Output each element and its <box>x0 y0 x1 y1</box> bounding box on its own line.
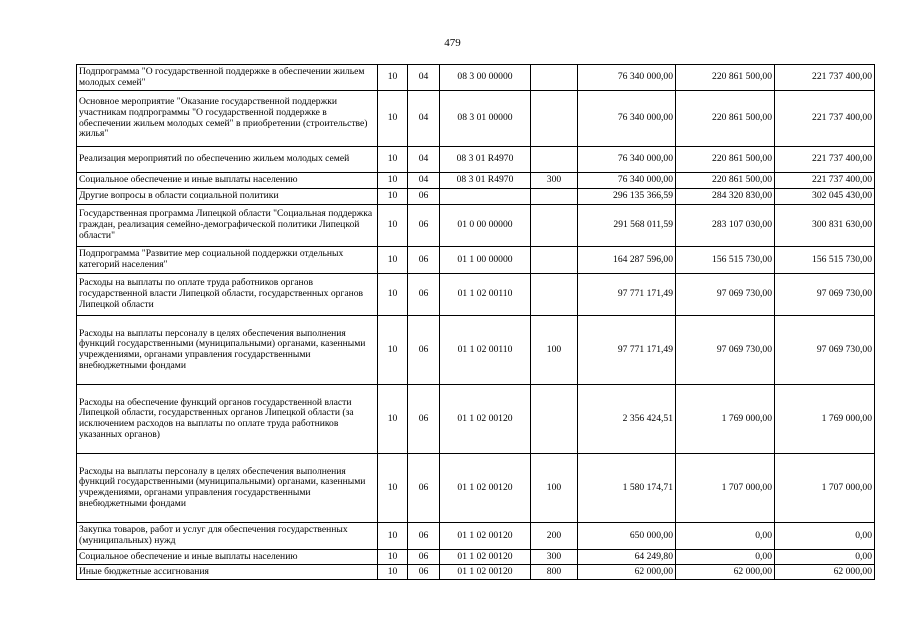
amount-year-1: 62 000,00 <box>578 565 676 580</box>
row-name: Реализация мероприятий по обеспечению жильем молодых семей <box>77 147 378 173</box>
target-article-code: 01 1 00 00000 <box>440 247 531 274</box>
expense-type-code: 300 <box>531 173 578 189</box>
table-row <box>77 385 875 454</box>
target-article-code: 08 3 01 R4970 <box>440 173 531 189</box>
target-article-code: 01 1 02 00120 <box>440 454 531 523</box>
section-code: 10 <box>378 550 408 565</box>
subsection-code: 06 <box>408 454 440 523</box>
amount-year-1: 76 340 000,00 <box>578 65 676 91</box>
row-name: Расходы на выплаты персоналу в целях обеспечения выполнения функций государственными (муниципальными) органами, казенными учреждениями, органами управления государственными внебюджетными фондами <box>77 454 378 523</box>
expense-type-code <box>531 189 578 205</box>
subsection-code: 06 <box>408 385 440 454</box>
amount-year-3: 1 769 000,00 <box>775 385 875 454</box>
amount-year-1: 76 340 000,00 <box>578 147 676 173</box>
table-row <box>77 523 875 550</box>
row-name: Государственная программа Липецкой области "Социальная поддержка граждан, реализация семейно-демографической политики Липецкой области" <box>77 205 378 247</box>
amount-year-2: 220 861 500,00 <box>676 173 775 189</box>
expense-type-code <box>531 247 578 274</box>
table-row <box>77 565 875 580</box>
amount-year-3: 221 737 400,00 <box>775 65 875 91</box>
target-article-code: 01 1 02 00110 <box>440 274 531 316</box>
target-article-code <box>440 189 531 205</box>
amount-year-3: 1 707 000,00 <box>775 454 875 523</box>
subsection-code: 06 <box>408 565 440 580</box>
expense-type-code: 100 <box>531 316 578 385</box>
section-code: 10 <box>378 205 408 247</box>
target-article-code: 01 1 02 00120 <box>440 565 531 580</box>
row-name: Социальное обеспечение и иные выплаты населению <box>77 550 378 565</box>
amount-year-1: 76 340 000,00 <box>578 91 676 147</box>
table-row <box>77 550 875 565</box>
row-name: Закупка товаров, работ и услуг для обеспечения государственных (муниципальных) нужд <box>77 523 378 550</box>
table-row <box>77 454 875 523</box>
table-row <box>77 316 875 385</box>
subsection-code: 06 <box>408 523 440 550</box>
subsection-code: 06 <box>408 316 440 385</box>
expense-type-code: 100 <box>531 454 578 523</box>
amount-year-3: 97 069 730,00 <box>775 274 875 316</box>
amount-year-2: 220 861 500,00 <box>676 65 775 91</box>
amount-year-2: 97 069 730,00 <box>676 316 775 385</box>
row-name: Расходы на обеспечение функций органов государственной власти Липецкой области, государственных органов Липецкой области (за исключением расходов на выплаты по оплате труда работников указанных органов) <box>77 385 378 454</box>
row-name: Социальное обеспечение и иные выплаты населению <box>77 173 378 189</box>
subsection-code: 06 <box>408 550 440 565</box>
amount-year-3: 221 737 400,00 <box>775 173 875 189</box>
amount-year-1: 164 287 596,00 <box>578 247 676 274</box>
row-name: Расходы на выплаты по оплате труда работников органов государственной власти Липецкой области, государственных органов Липецкой области <box>77 274 378 316</box>
expense-type-code <box>531 385 578 454</box>
amount-year-2: 0,00 <box>676 550 775 565</box>
amount-year-1: 64 249,80 <box>578 550 676 565</box>
row-name: Расходы на выплаты персоналу в целях обеспечения выполнения функций государственными (муниципальными) органами, казенными учреждениями, органами управления государственными внебюджетными фондами <box>77 316 378 385</box>
amount-year-2: 283 107 030,00 <box>676 205 775 247</box>
amount-year-2: 0,00 <box>676 523 775 550</box>
subsection-code: 06 <box>408 274 440 316</box>
amount-year-1: 97 771 171,49 <box>578 274 676 316</box>
section-code: 10 <box>378 189 408 205</box>
section-code: 10 <box>378 385 408 454</box>
subsection-code: 04 <box>408 65 440 91</box>
subsection-code: 04 <box>408 173 440 189</box>
target-article-code: 01 1 02 00120 <box>440 523 531 550</box>
expense-type-code: 300 <box>531 550 578 565</box>
table-row <box>77 274 875 316</box>
amount-year-2: 62 000,00 <box>676 565 775 580</box>
target-article-code: 01 1 02 00120 <box>440 550 531 565</box>
section-code: 10 <box>378 316 408 385</box>
section-code: 10 <box>378 247 408 274</box>
row-name: Другие вопросы в области социальной политики <box>77 189 378 205</box>
amount-year-3: 300 831 630,00 <box>775 205 875 247</box>
amount-year-3: 221 737 400,00 <box>775 91 875 147</box>
amount-year-2: 1 707 000,00 <box>676 454 775 523</box>
section-code: 10 <box>378 523 408 550</box>
table-row <box>77 91 875 147</box>
amount-year-3: 62 000,00 <box>775 565 875 580</box>
table-row <box>77 65 875 91</box>
amount-year-1: 291 568 011,59 <box>578 205 676 247</box>
amount-year-2: 220 861 500,00 <box>676 91 775 147</box>
amount-year-2: 284 320 830,00 <box>676 189 775 205</box>
subsection-code: 04 <box>408 91 440 147</box>
amount-year-3: 156 515 730,00 <box>775 247 875 274</box>
row-name: Подпрограмма "Развитие мер социальной поддержки отдельных категорий населения" <box>77 247 378 274</box>
table-row <box>77 189 875 205</box>
budget-table <box>76 64 875 580</box>
expense-type-code <box>531 147 578 173</box>
row-name: Иные бюджетные ассигнования <box>77 565 378 580</box>
target-article-code: 01 1 02 00110 <box>440 316 531 385</box>
amount-year-1: 2 356 424,51 <box>578 385 676 454</box>
section-code: 10 <box>378 65 408 91</box>
expense-type-code: 800 <box>531 565 578 580</box>
row-name: Подпрограмма "О государственной поддержке в обеспечении жильем молодых семей" <box>77 65 378 91</box>
amount-year-2: 156 515 730,00 <box>676 247 775 274</box>
section-code: 10 <box>378 91 408 147</box>
expense-type-code <box>531 91 578 147</box>
amount-year-1: 76 340 000,00 <box>578 173 676 189</box>
amount-year-3: 302 045 430,00 <box>775 189 875 205</box>
section-code: 10 <box>378 565 408 580</box>
section-code: 10 <box>378 454 408 523</box>
expense-type-code <box>531 274 578 316</box>
target-article-code: 08 3 01 R4970 <box>440 147 531 173</box>
subsection-code: 06 <box>408 189 440 205</box>
amount-year-1: 650 000,00 <box>578 523 676 550</box>
target-article-code: 08 3 00 00000 <box>440 65 531 91</box>
amount-year-1: 1 580 174,71 <box>578 454 676 523</box>
amount-year-1: 296 135 366,59 <box>578 189 676 205</box>
subsection-code: 06 <box>408 205 440 247</box>
row-name: Основное мероприятие "Оказание государственной поддержки участникам подпрограммы "О государственной поддержке в обеспечении жильем молодых семей" в приобретении (строительстве) жилья" <box>77 91 378 147</box>
table-row <box>77 173 875 189</box>
amount-year-3: 0,00 <box>775 523 875 550</box>
amount-year-2: 97 069 730,00 <box>676 274 775 316</box>
section-code: 10 <box>378 173 408 189</box>
amount-year-2: 1 769 000,00 <box>676 385 775 454</box>
expense-type-code <box>531 205 578 247</box>
table-row <box>77 247 875 274</box>
section-code: 10 <box>378 147 408 173</box>
amount-year-2: 220 861 500,00 <box>676 147 775 173</box>
page-number: 479 <box>444 37 461 49</box>
amount-year-3: 0,00 <box>775 550 875 565</box>
amount-year-1: 97 771 171,49 <box>578 316 676 385</box>
expense-type-code: 200 <box>531 523 578 550</box>
section-code: 10 <box>378 274 408 316</box>
amount-year-3: 97 069 730,00 <box>775 316 875 385</box>
subsection-code: 06 <box>408 247 440 274</box>
target-article-code: 01 0 00 00000 <box>440 205 531 247</box>
subsection-code: 04 <box>408 147 440 173</box>
table-row <box>77 147 875 173</box>
table-row <box>77 205 875 247</box>
amount-year-3: 221 737 400,00 <box>775 147 875 173</box>
target-article-code: 01 1 02 00120 <box>440 385 531 454</box>
target-article-code: 08 3 01 00000 <box>440 91 531 147</box>
expense-type-code <box>531 65 578 91</box>
